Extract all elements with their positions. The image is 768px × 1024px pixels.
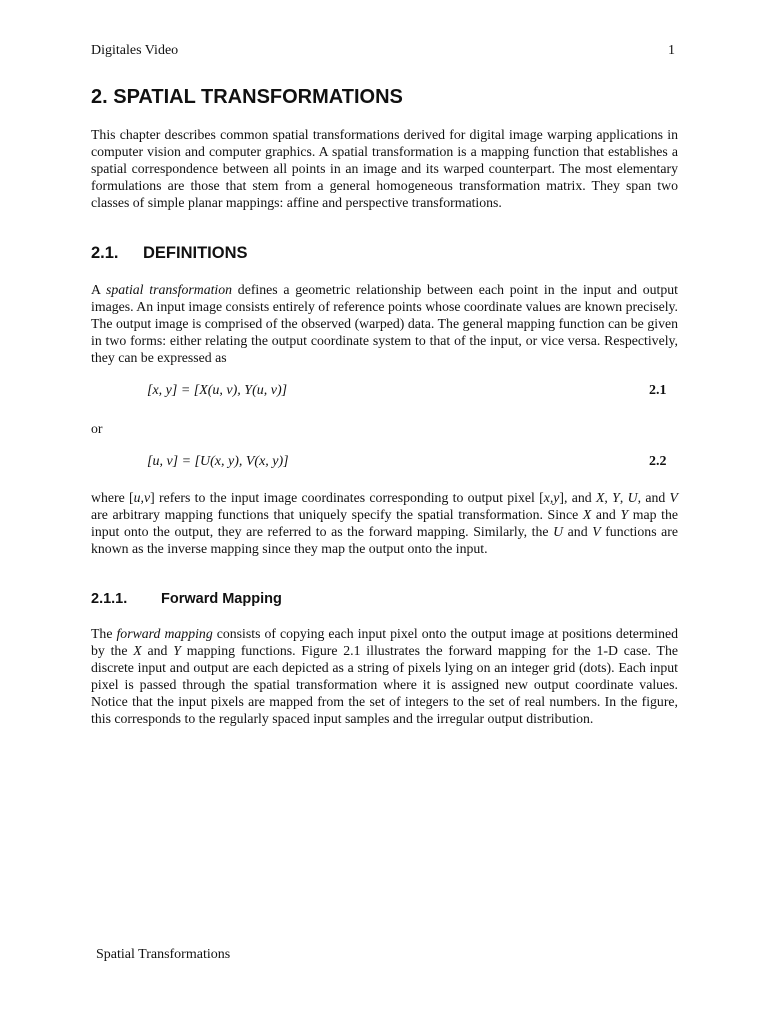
text-run: ,	[604, 490, 613, 505]
text-run: ,	[619, 490, 628, 505]
equation-number-2-1: 2.1	[649, 383, 667, 398]
section-title: DEFINITIONS	[143, 244, 248, 262]
text-run: consists of copying each input pixel onto the output image at positions determined by the	[91, 626, 678, 658]
mapping-paragraph	[91, 490, 678, 558]
text-run: The	[91, 626, 117, 641]
equation-2-2: [u, v] = [U(x, y), V(x, y)]	[147, 454, 289, 469]
subsection-number: 2.1.1.	[91, 591, 128, 607]
section-number: 2.1.	[91, 244, 119, 262]
text-run: where [	[91, 490, 134, 505]
math-var: U	[553, 523, 564, 539]
page-number: 1	[668, 43, 675, 58]
emphasis-term: spatial transformation	[105, 282, 233, 297]
text-run: and	[591, 506, 621, 522]
math-var: x,y	[543, 490, 560, 505]
equation-number-2-2: 2.2	[649, 454, 667, 469]
definitions-paragraph	[91, 282, 678, 367]
text-run: and	[141, 642, 174, 658]
math-var: X	[582, 506, 592, 522]
text-run: map the input onto the output, they are referred to as the forward mapping. Similarly, the	[91, 506, 678, 539]
text-run: A	[91, 282, 106, 297]
math-var: u,v	[133, 490, 151, 505]
text-run: ], and	[559, 490, 596, 505]
intro-paragraph: This chapter describes common spatial transformations derived for digital image warping applications in computer vision and computer graphics. A spatial transformation is a mapping function that establishes a spatial correspondence between all points in an image and its warped counterpart. The most elementary formulations are those that stem from a general homogeneous transformation matrix. They span two classes of simple planar mappings: affine and perspective transformations.	[91, 127, 678, 210]
subsection-title: Forward Mapping	[161, 591, 282, 607]
emphasis-term: forward mapping	[116, 626, 213, 641]
math-var: X	[595, 490, 605, 505]
text-run: , and	[637, 490, 670, 505]
text-run: functions are known as the inverse mapping since they map the output onto the input.	[91, 523, 678, 556]
math-var: Y	[173, 642, 181, 658]
math-var: Y	[612, 490, 620, 505]
math-var: U	[627, 490, 638, 505]
text-run: are arbitrary mapping functions that uniquely specify the spatial transformation. Since	[91, 506, 583, 522]
text-run: ] refers to the input image coordinates corresponding to output pixel [	[150, 490, 544, 505]
text-run: and	[563, 523, 593, 539]
section-heading	[91, 244, 248, 263]
running-footer: Spatial Transformations	[96, 947, 231, 962]
math-var: X	[133, 642, 142, 658]
text-run: mapping functions. Figure 2.1 illustrates the forward mapping for the 1-D case. The discrete input and output are each depicted as a string of pixels lying on an integer grid (dots). Each input pixel is passed through the spatial transformation where it is assigned new output coordinate values. Notice that the input pixels are mapped from the set of integers to the set of real numbers. In the figure, this corresponds to the regularly spaced input samples and the irregular output distribution.	[91, 642, 678, 726]
subsection-heading	[91, 591, 282, 607]
math-var: Y	[620, 506, 629, 522]
or-text: or	[91, 421, 103, 436]
forward-mapping-paragraph	[91, 626, 678, 727]
chapter-title: 2. SPATIAL TRANSFORMATIONS	[91, 86, 403, 108]
math-var: V	[669, 490, 678, 505]
text-run: defines a geometric relationship between each point in the input and output images. An input image consists entirely of reference points whose coordinate values are known precisely. The output image is comprised of the observed (warped) data. The general mapping function can be given in two forms: either relating the output coordinate system to that of the input, or vice versa. Respectively, they can be expressed as	[91, 282, 678, 365]
math-var: V	[592, 523, 601, 539]
equation-2-1: [x, y] = [X(u, v), Y(u, v)]	[147, 383, 288, 398]
running-header: Digitales Video	[91, 43, 179, 58]
